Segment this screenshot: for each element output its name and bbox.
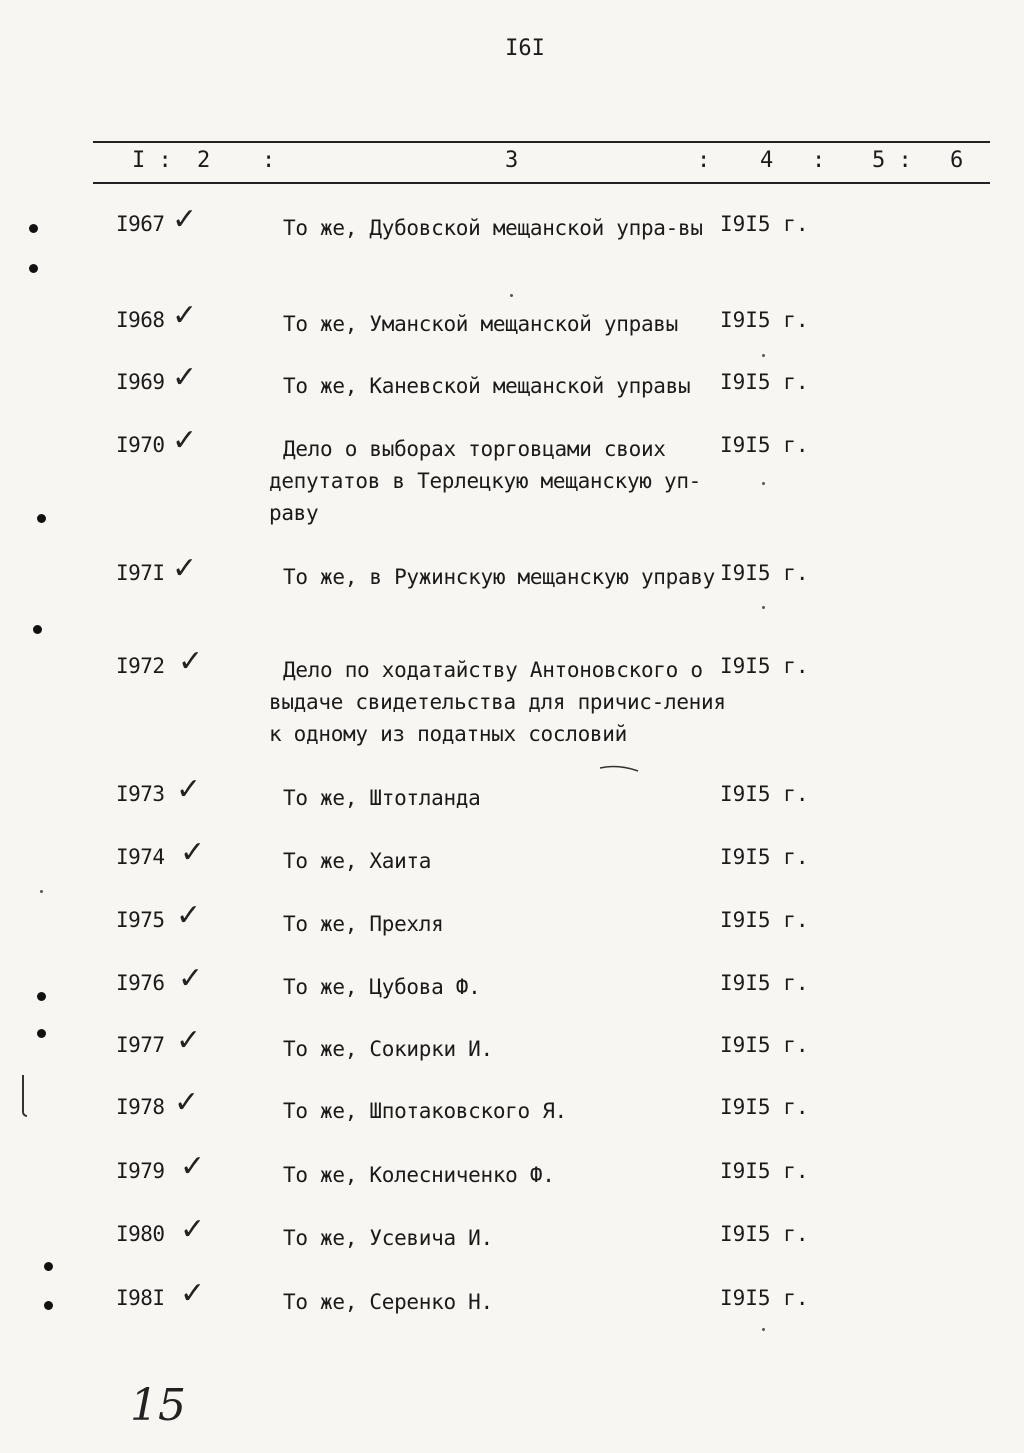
table-row: [0, 360, 1024, 398]
table-row: [0, 298, 1024, 336]
table-header-bottom-rule: [93, 182, 990, 184]
table-row: [0, 1085, 1024, 1123]
checkmark-icon: ✓: [172, 360, 198, 395]
table-row: [0, 1212, 1024, 1250]
header-separator-2: :: [697, 148, 711, 173]
table-header-top-rule: [93, 141, 990, 143]
checkmark-icon: ✓: [172, 423, 198, 458]
row-year: I9I5 г.: [720, 1095, 809, 1119]
header-col-2: 2: [197, 148, 211, 173]
row-number: I973: [116, 782, 165, 806]
row-description: То же, Дубовской мещанской упра-вы: [283, 216, 703, 240]
row-number: I979: [116, 1159, 165, 1183]
scan-speck: [40, 890, 43, 893]
row-year: I9I5 г.: [720, 845, 809, 869]
row-description: То же, Хаита: [283, 849, 432, 873]
row-description: То же, Колесниченко Ф.: [283, 1163, 555, 1187]
table-row: [0, 835, 1024, 873]
row-number: I97I: [116, 561, 165, 585]
header-col-1: I :: [132, 148, 172, 173]
page-number: I6I: [505, 36, 545, 61]
row-year: I9I5 г.: [720, 433, 809, 457]
table-row: [0, 423, 1024, 525]
checkmark-icon: ✓: [180, 835, 206, 870]
checkmark-icon: ✓: [180, 1276, 206, 1311]
checkmark-icon: ✓: [174, 1085, 200, 1120]
punch-hole-dot: [37, 514, 46, 523]
scan-speck: [762, 1328, 765, 1331]
scan-dash-mark: [598, 762, 642, 774]
scan-speck: [762, 482, 765, 485]
row-description: То же, Сокирки И.: [283, 1037, 493, 1061]
row-description: То же, Каневской мещанской управы: [283, 374, 691, 398]
row-description: То же, в Ружинскую мещанскую управу: [283, 565, 716, 589]
punch-hole-dot: [37, 992, 46, 1001]
checkmark-icon: ✓: [178, 644, 204, 679]
row-number: I967: [116, 212, 165, 236]
row-number: I968: [116, 308, 165, 332]
header-col-4: 4: [760, 148, 774, 173]
row-year: I9I5 г.: [720, 1159, 809, 1183]
row-description: То же, Прехля: [283, 912, 444, 936]
table-row: [0, 1276, 1024, 1314]
punch-hole-dot: [37, 1029, 46, 1038]
row-description: Дело по ходатайству Антоновского о выдаче свидетельства для причис-ления к одному из податных сословий: [269, 658, 726, 746]
row-number: I972: [116, 654, 165, 678]
checkmark-icon: ✓: [180, 1149, 206, 1184]
checkmark-icon: ✓: [180, 1212, 206, 1247]
row-year: I9I5 г.: [720, 782, 809, 806]
scan-speck: [762, 354, 765, 357]
row-description: То же, Серенко Н.: [283, 1290, 493, 1314]
handwritten-sheet-note: 15: [130, 1380, 186, 1431]
row-description: То же, Штотланда: [283, 786, 481, 810]
row-description: Дело о выборах торговцами своих депутатов в Терлецкую мещанскую уп-раву: [269, 437, 702, 525]
row-description: То же, Цубова Ф.: [283, 975, 481, 999]
row-number: I98I: [116, 1286, 165, 1310]
row-number: I974: [116, 845, 165, 869]
header-col-3: 3: [505, 148, 519, 173]
row-year: I9I5 г.: [720, 1222, 809, 1246]
row-year: I9I5 г.: [720, 370, 809, 394]
table-row: [0, 1149, 1024, 1187]
row-number: I976: [116, 971, 165, 995]
row-description: То же, Шпотаковского Я.: [283, 1099, 567, 1123]
punch-hole-dot: [29, 224, 38, 233]
row-number: I980: [116, 1222, 165, 1246]
scan-speck: [510, 294, 513, 297]
row-description: То же, Уманской мещанской управы: [283, 312, 678, 336]
row-year: I9I5 г.: [720, 561, 809, 585]
table-row: [0, 1023, 1024, 1061]
checkmark-icon: ✓: [172, 298, 198, 333]
checkmark-icon: ✓: [172, 551, 198, 586]
row-number: I970: [116, 433, 165, 457]
checkmark-icon: ✓: [176, 772, 202, 807]
row-year: I9I5 г.: [720, 308, 809, 332]
scan-speck: [762, 606, 765, 609]
margin-bracket-mark: [22, 1075, 27, 1117]
header-col-6: 6: [950, 148, 964, 173]
header-separator-1: :: [262, 148, 276, 173]
row-description: То же, Усевича И.: [283, 1226, 493, 1250]
row-number: I978: [116, 1095, 165, 1119]
checkmark-icon: ✓: [176, 898, 202, 933]
table-row: [0, 898, 1024, 936]
punch-hole-dot: [44, 1262, 53, 1271]
row-year: I9I5 г.: [720, 908, 809, 932]
row-year: I9I5 г.: [720, 1033, 809, 1057]
header-col-5: 5 :: [872, 148, 912, 173]
punch-hole-dot: [44, 1301, 53, 1310]
row-year: I9I5 г.: [720, 654, 809, 678]
punch-hole-dot: [33, 625, 42, 634]
row-year: I9I5 г.: [720, 1286, 809, 1310]
row-year: I9I5 г.: [720, 212, 809, 236]
punch-hole-dot: [29, 264, 38, 273]
table-row: [0, 961, 1024, 999]
row-number: I969: [116, 370, 165, 394]
header-separator-3: :: [812, 148, 826, 173]
table-row: [0, 644, 1024, 746]
table-row: [0, 772, 1024, 810]
checkmark-icon: ✓: [176, 1023, 202, 1058]
row-year: I9I5 г.: [720, 971, 809, 995]
table-row: [0, 202, 1024, 240]
checkmark-icon: ✓: [178, 961, 204, 996]
table-row: [0, 551, 1024, 589]
row-number: I977: [116, 1033, 165, 1057]
row-number: I975: [116, 908, 165, 932]
checkmark-icon: ✓: [172, 202, 198, 237]
